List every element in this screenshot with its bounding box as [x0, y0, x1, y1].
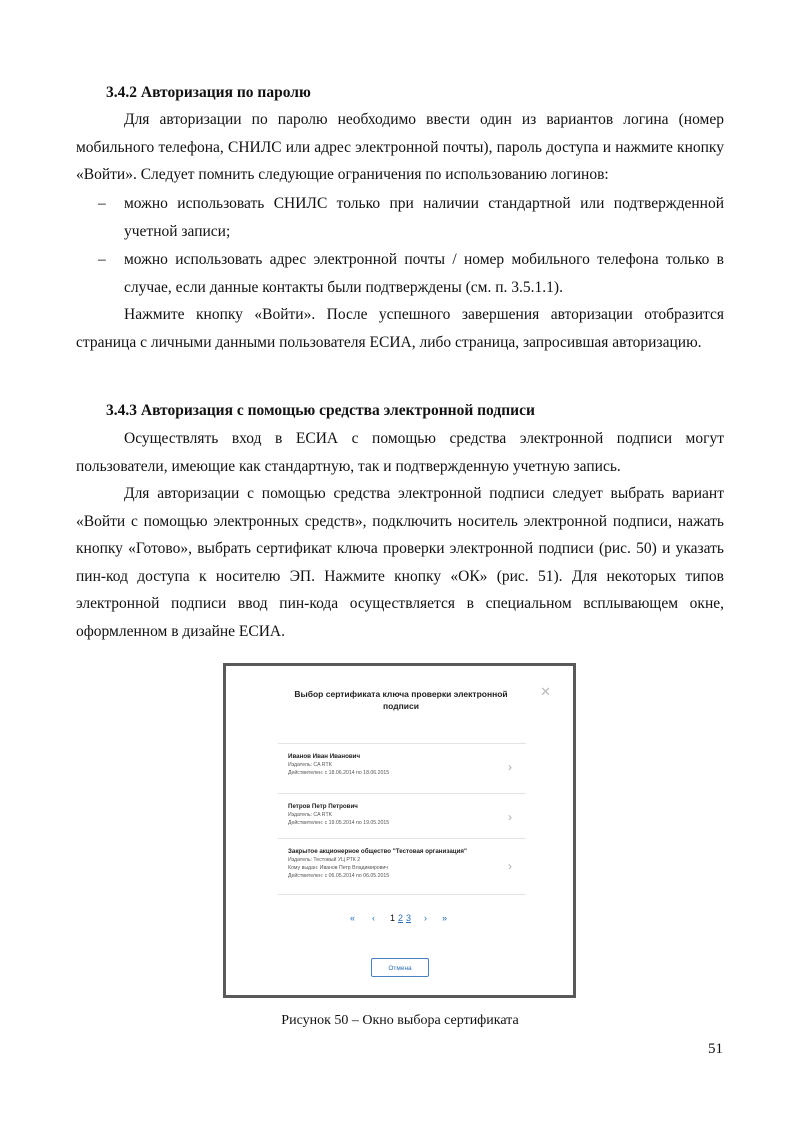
- page-link-2[interactable]: 2: [398, 913, 404, 923]
- paragraph-after-login: Нажмите кнопку «Войти». После успешного завершения авторизации отобразится страница с личными данными пользователя ЕСИА, либо страница, запросившая авторизацию.: [76, 306, 724, 351]
- certificate-issuer: Издатель: Тестовый УЦ РТК 2: [288, 857, 361, 863]
- certificate-issuer: Издатель: CA RTK: [288, 812, 333, 818]
- page-link-3[interactable]: 3: [406, 913, 412, 923]
- list-item: [76, 190, 724, 245]
- certificate-validity: Действителен: с 19.05.2014 по 19.05.2015: [288, 820, 390, 826]
- dash-marker: –: [98, 251, 106, 268]
- certificate-item[interactable]: [288, 752, 526, 804]
- figure-caption: Рисунок 50 – Окно выбора сертификата: [281, 1013, 519, 1028]
- paragraph-esign-steps: Для авторизации с помощью средства электронной подписи следует выбрать вариант «Войти с помощью электронных средств», подключить носитель электронной подписи, нажать кнопку «Готово», выбрать сертификат ключа проверки электронной подписи (рис. 50) и указать пин-код доступа к носителю ЭП. Нажмите кнопку «ОК» (рис. 51). Для некоторых типов электронной подписи ввод пин-кода осуществляется в специальном всплывающем окне, оформленном в дизайне ЕСИА.: [76, 485, 724, 640]
- certificate-issuer: Издатель: CA RTK: [288, 762, 333, 768]
- divider: [278, 793, 526, 794]
- divider: [278, 894, 526, 895]
- chevron-right-icon: ›: [508, 859, 512, 873]
- heading-3-4-2: 3.4.2 Авторизация по паролю: [106, 84, 311, 101]
- certificate-item[interactable]: [288, 847, 526, 899]
- prev-page-icon[interactable]: ‹: [372, 913, 375, 923]
- divider: [278, 838, 526, 839]
- certificate-validity: Действителен: с 18.06.2014 по 18.06.2015: [288, 770, 390, 776]
- page-number: 51: [708, 1041, 723, 1057]
- chevron-right-icon: ›: [508, 760, 512, 774]
- dash-marker: –: [98, 195, 106, 212]
- paragraph-password-intro: Для авторизации по паролю необходимо ввести один из вариантов логина (номер мобильного телефона, СНИЛС или адрес электронной почты), пароль доступа и нажмите кнопку «Войти». Следует помнить следующие ограничения по использованию логинов:: [76, 111, 724, 183]
- chevron-right-icon: ›: [508, 810, 512, 824]
- certificate-recipient: Кому выдан: Иванов Петр Владимирович: [288, 865, 388, 871]
- last-page-icon[interactable]: »: [442, 913, 448, 923]
- certificate-validity: Действителен: с 06.05.2014 по 06.05.2015: [288, 873, 390, 879]
- list-item: [76, 246, 724, 301]
- divider: [278, 743, 526, 744]
- paragraph-esign-users: Осуществлять вход в ЕСИА с помощью средства электронной подписи могут пользователи, имеющие как стандартную, так и подтвержденную учетную запись.: [76, 430, 724, 475]
- close-icon[interactable]: ✕: [540, 684, 551, 699]
- first-page-icon[interactable]: «: [350, 913, 356, 923]
- heading-3-4-3: 3.4.3 Авторизация с помощью средства электронной подписи: [106, 402, 535, 419]
- certificate-owner: Петров Петр Петрович: [288, 803, 358, 810]
- next-page-icon[interactable]: ›: [424, 913, 427, 923]
- list-item-text: можно использовать адрес электронной почты / номер мобильного телефона только в случае, если данные контакты были подтверждены (см. п. 3.5.1.1).: [124, 251, 724, 296]
- cancel-button[interactable]: Отмена: [371, 958, 429, 977]
- dialog-title: Выбор сертификата ключа проверки электронной подписи: [294, 689, 508, 711]
- certificate-owner: Закрытое акционерное общество "Тестовая организация": [288, 848, 467, 855]
- certificate-owner: Иванов Иван Иванович: [288, 753, 361, 760]
- page-link-1[interactable]: 1: [390, 913, 396, 923]
- list-item-text: можно использовать СНИЛС только при наличии стандартной или подтвержденной учетной записи;: [124, 195, 724, 240]
- pagination: [350, 913, 460, 927]
- certificate-dialog-figure: [223, 663, 576, 998]
